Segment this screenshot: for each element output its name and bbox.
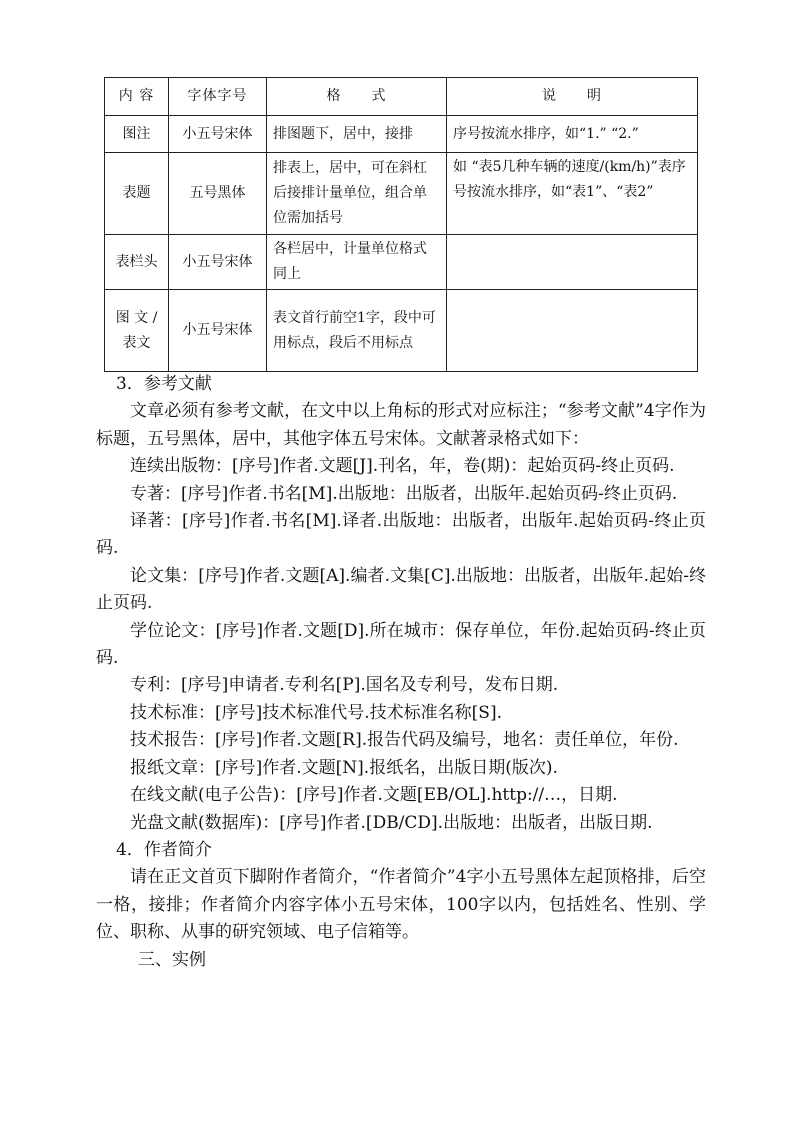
reference-format-item: 光盘文献(数据库)：[序号]作者.[DB/CD].出版地：出版者，出版日期.	[130, 812, 653, 833]
table-header-row	[105, 78, 698, 116]
table-row	[105, 290, 698, 372]
table-cell: 小五号宋体	[169, 235, 267, 290]
section-heading-examples: 三、实例	[138, 949, 206, 970]
section-heading-references: 3．参考文献	[116, 374, 212, 394]
table-row	[105, 153, 698, 235]
header-content: 内 容	[105, 78, 169, 116]
document-body	[96, 371, 706, 974]
header-format: 格 式	[267, 78, 447, 116]
table-cell: 表栏头	[105, 235, 169, 290]
table-cell: 五号黑体	[169, 153, 267, 235]
header-note: 说 明	[447, 78, 698, 116]
table-cell: 排表上，居中，可在斜杠后接排计量单位，组合单位需加括号	[267, 153, 447, 235]
table-cell	[447, 235, 698, 290]
format-table	[104, 77, 698, 372]
table-cell: 序号按流水排序，如“1.” “2.”	[447, 116, 698, 153]
reference-format-item: 专著：[序号]作者.书名[M].出版地：出版者，出版年.起始页码-终止页码.	[130, 483, 678, 504]
author-bio-paragraph: 请在正文首页下脚附作者简介，“作者简介”4字小五号黑体左起顶格排，后空一格，接排；作者简介内容字体小五号宋体，100字以内，包括姓名、性别、学位、职称、从事的研究领域、电子信箱等。	[96, 867, 706, 943]
table-row	[105, 235, 698, 290]
reference-format-item: 报纸文章：[序号]作者.文题[N].报纸名，出版日期(版次).	[130, 757, 558, 778]
table-cell: 排图题下，居中，接排	[267, 116, 447, 153]
reference-format-item: 连续出版物：[序号]作者.文题[J].刊名，年，卷(期)：起始页码-终止页码.	[130, 456, 675, 477]
table-row	[105, 116, 698, 153]
reference-format-item: 译著：[序号]作者.书名[M].译者.出版地：出版者，出版年.起始页码-终止页码.	[96, 511, 706, 559]
reference-format-item: 学位论文：[序号]作者.文题[D].所在城市：保存单位，年份.起始页码-终止页码.	[96, 620, 706, 669]
references-intro: 文章必须有参考文献，在文中以上角标的形式对应标注；“参考文献”4字作为标题，五号黑体，居中，其他字体五号宋体。文献著录格式如下：	[96, 401, 706, 449]
reference-format-item: 在线文献(电子公告)：[序号]作者.文题[EB/OL].http://…，日期.	[130, 785, 618, 806]
table-cell: 如 “表5几种车辆的速度/(km/h)”表序号按流水排序，如“表1”、“表2”	[447, 153, 698, 235]
reference-format-item: 论文集：[序号]作者.文题[A].编者.文集[C].出版地：出版者，出版年.起始-终止页码.	[96, 565, 706, 614]
table-cell: 各栏居中，计量单位格式同上	[267, 235, 447, 290]
reference-format-item: 技术报告：[序号]作者.文题[R].报告代码及编号，地名：责任单位，年份.	[130, 730, 679, 751]
table-cell: 图 文 / 表文	[105, 290, 169, 372]
section-heading-author-bio: 4．作者简介	[116, 839, 212, 860]
table-cell	[447, 290, 698, 372]
table-cell: 小五号宋体	[169, 290, 267, 372]
reference-format-item: 技术标准：[序号]技术标准代号.技术标准名称[S].	[130, 702, 502, 723]
table-cell: 小五号宋体	[169, 116, 267, 153]
reference-format-item: 专利：[序号]申请者.专利名[P].国名及专利号，发布日期.	[130, 675, 559, 696]
table-cell: 图注	[105, 116, 169, 153]
table-cell: 表文首行前空1字，段中可用标点，段后不用标点	[267, 290, 447, 372]
header-font: 字体字号	[169, 78, 267, 116]
table-cell: 表题	[105, 153, 169, 235]
